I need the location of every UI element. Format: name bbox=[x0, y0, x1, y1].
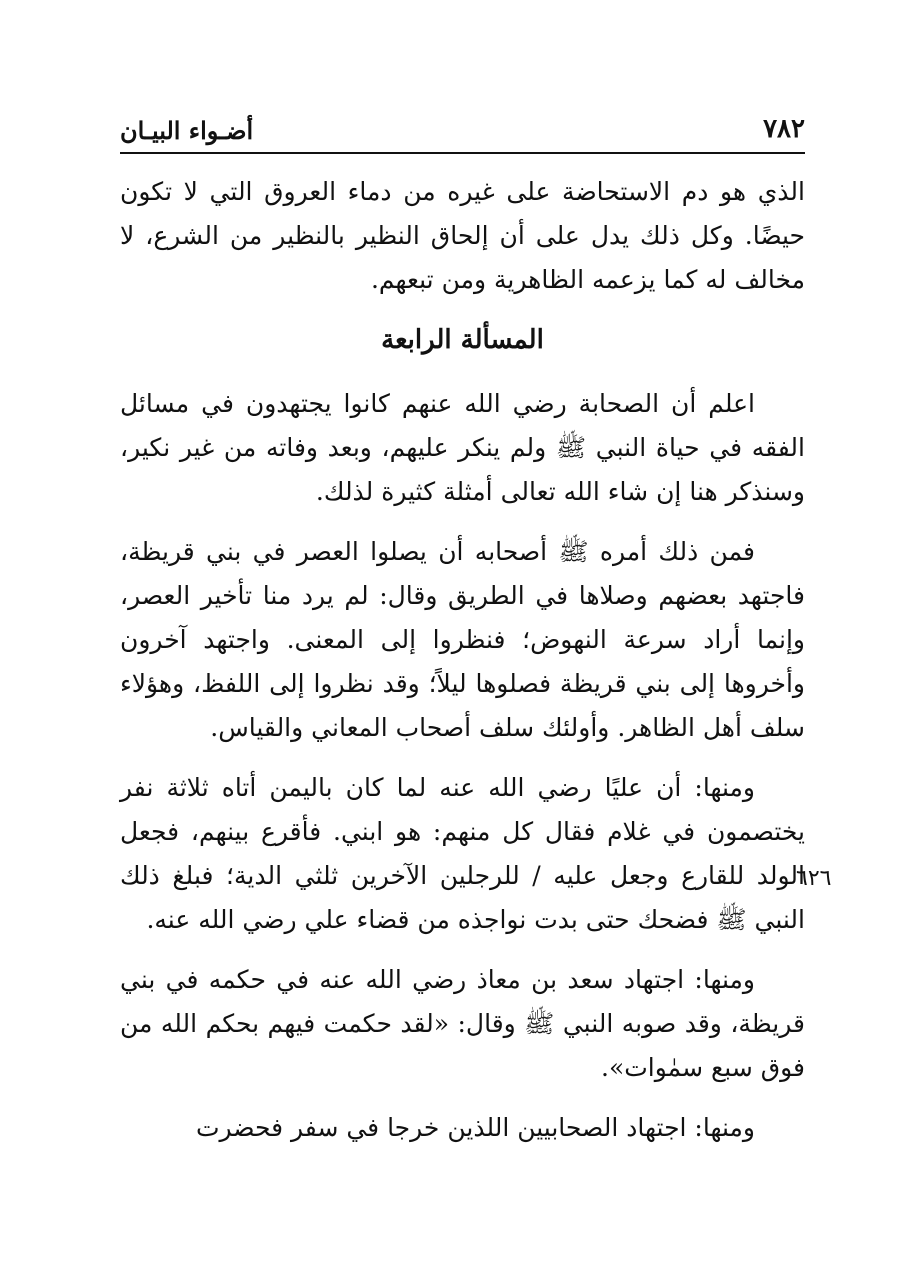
paragraph-3: فمن ذلك أمره ﷺ أصحابه أن يصلوا العصر في بني قريظة، فاجتهد بعضهم وصلاها في الطريق وقال: لم يرد منا تأخير العصر، وإنما أراد سرعة النهوض؛ فنظروا إلى المعنى. واجتهد آخرون وأخروها إلى بني قريظة فصلوها ليلاً؛ وقد نظروا إلى اللفظ، وهؤلاء سلف أهل الظاهر. وأولئك سلف أصحاب المعاني والقياس. bbox=[120, 537, 805, 742]
paragraph-4: ومنها: أن عليًا رضي الله عنه لما كان باليمن أتاه ثلاثة نفر يختصمون في غلام فقال كل منهم: هو ابني. فأقرع بينهم، فجعل الولد للقارع وجعل عليه / للرجلين الآخرين ثلثي الدية؛ فبلغ ذلك النبي ﷺ فضحك حتى بدت نواجذه من قضاء علي رضي الله عنه. bbox=[120, 773, 805, 934]
margin-page-reference: ٦٢٦ bbox=[796, 866, 832, 891]
section-heading: المسألة الرابعة bbox=[381, 325, 544, 355]
book-title: أضـواء البيـان bbox=[120, 116, 254, 145]
page-number: ٧٨٢ bbox=[763, 114, 805, 144]
paragraph-2: اعلم أن الصحابة رضي الله عنهم كانوا يجتهدون في مسائل الفقه في حياة النبي ﷺ ولم ينكر عليهم، وبعد وفاته من غير نكير، وسنذكر هنا إن شاء الله تعالى أمثلة كثيرة لذلك. bbox=[120, 389, 805, 506]
page-body bbox=[120, 170, 805, 1166]
page-header bbox=[120, 112, 805, 152]
paragraph-6: ومنها: اجتهاد الصحابيين اللذين خرجا في سفر فحضرت bbox=[195, 1113, 755, 1142]
paragraph-5: ومنها: اجتهاد سعد بن معاذ رضي الله عنه في حكمه في بني قريظة، وقد صوبه النبي ﷺ وقال: «لقد حكمت فيهم بحكم الله من فوق سبع سمٰوات». bbox=[120, 965, 805, 1082]
header-divider bbox=[120, 152, 805, 154]
paragraph-1: الذي هو دم الاستحاضة على غيره من دماء العروق التي لا تكون حيضًا. وكل ذلك يدل على أن إلحاق النظير بالنظير من الشرع، لا مخالف له كما يزعمه الظاهرية ومن تبعهم. bbox=[120, 177, 805, 294]
